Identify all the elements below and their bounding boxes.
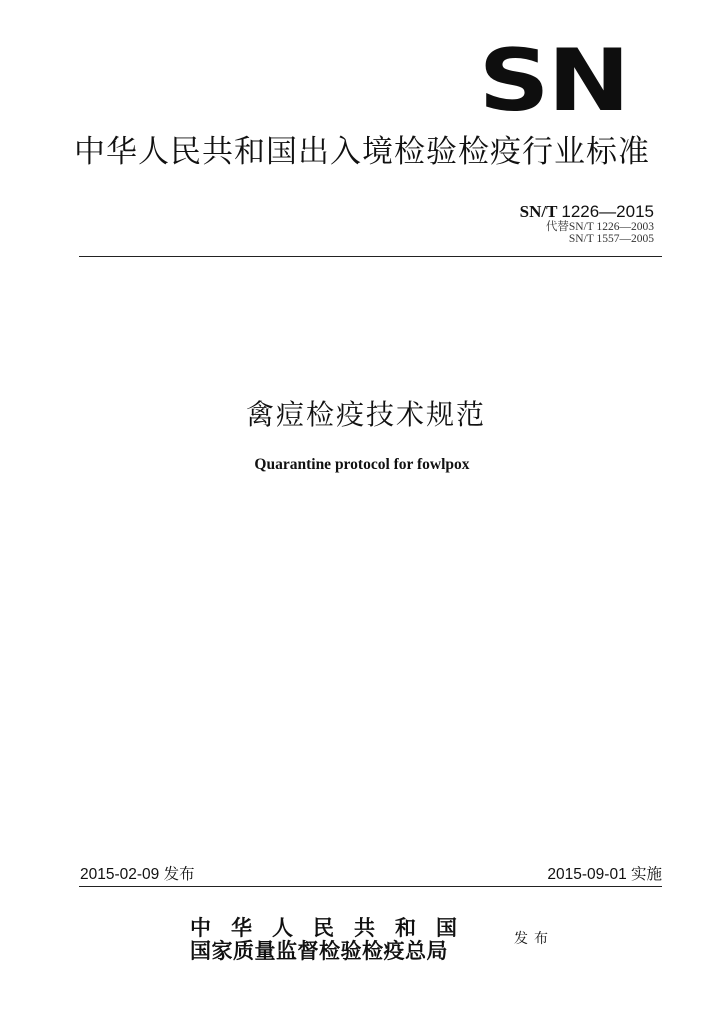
top-divider — [79, 256, 662, 257]
document-subtitle-english: Quarantine protocol for fowlpox — [254, 456, 470, 473]
publish-label: 发布 — [514, 931, 554, 947]
issuer-line-2: 国家质量监督检验检疫总局 — [190, 938, 448, 964]
issuer-block — [190, 916, 477, 962]
implementation-date: 2015-09-01 实施 — [547, 866, 662, 883]
standard-prefix: SN/T — [519, 202, 558, 221]
replaces-standard-2: SN/T 1557—2005 — [568, 232, 654, 245]
document-title: 禽痘检疫技术规范 — [245, 398, 486, 431]
org-title: 中华人民共和国出入境检验检疫行业标准 — [74, 134, 650, 170]
standard-number-value: 1226—2015 — [561, 202, 654, 221]
replaces-standard-1: 代替SN/T 1226—2003 — [545, 220, 654, 233]
standard-number — [520, 203, 654, 221]
standard-number-block — [520, 203, 654, 245]
bottom-divider — [79, 886, 662, 887]
issuer-line-1: 中华人民共和国 — [190, 915, 477, 940]
sn-logo: SN — [478, 31, 628, 131]
issue-date: 2015-02-09 发布 — [80, 866, 195, 883]
